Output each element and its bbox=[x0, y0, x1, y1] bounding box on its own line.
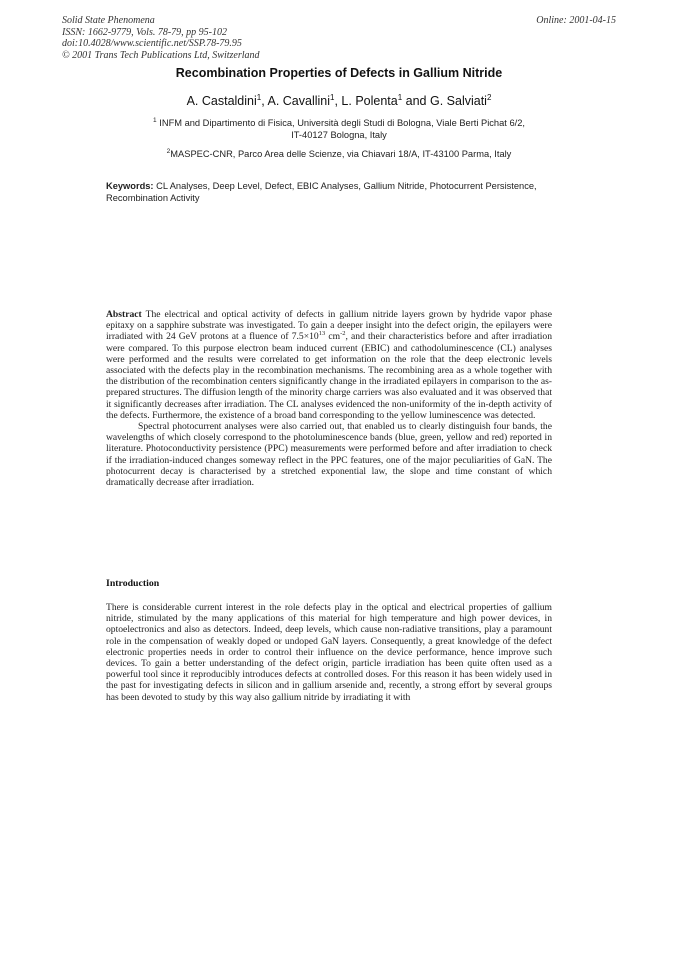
affiliation-1 bbox=[0, 117, 678, 141]
journal-copyright: © 2001 Trans Tech Publications Ltd, Switzerland bbox=[62, 49, 260, 61]
journal-issn: ISSN: 1662-9779, Vols. 78-79, pp 95-102 bbox=[62, 26, 227, 38]
keywords-text: CL Analyses, Deep Level, Defect, EBIC Analyses, Gallium Nitride, Photocurrent Persistence, Recombination Activity bbox=[106, 181, 537, 203]
author-name: L. Polenta bbox=[341, 94, 398, 108]
affiliation-mark: 2 bbox=[166, 147, 171, 155]
author-list bbox=[0, 94, 678, 108]
author-affiliation-mark: 1 bbox=[256, 92, 262, 102]
author-separator: , bbox=[334, 94, 342, 108]
section-heading: Introduction bbox=[106, 578, 160, 589]
author-affiliation-mark: 1 bbox=[397, 92, 403, 102]
abstract-label: Abstract bbox=[106, 309, 142, 320]
author-name: A. Cavallini bbox=[267, 94, 331, 108]
affiliation-line: IT-40127 Bologna, Italy bbox=[291, 130, 387, 140]
keywords bbox=[106, 180, 576, 204]
fluence-exponent: 13 bbox=[318, 330, 326, 338]
abstract-text: , and their characteristics before and after irradiation were compared. To this purpose electron beam induced current (EBIC) and cathodoluminescence (CL) analyses were performed and the results were correlated to get information on the role that the deep electronic levels associated with the defects play in the recombination mechanisms. The recombining area as a whole together with the distribution of the recombination centers significantly change in the irradiated epilayers in comparison to the as-prepared structures. The diffusion length of the minority charge carriers was also evaluated and it was observed that it significantly decreases after irradiation. The CL analyses evidenced the non-uniformity of the in-depth activity of the defects. Furthermore, the existence of a broad band corresponding to the yellow luminescence was detected. bbox=[106, 331, 552, 421]
introduction-text bbox=[106, 602, 552, 703]
introduction-paragraph: There is considerable current interest in the role defects play in the optical and electrical properties of gallium nitride, stimulated by the many applications of this material for high temperature and high power devices, in optoelectronics and also as detectors. Indeed, deep levels, which cause non-radiative transitions, play a paramount role in the compensation of weakly doped or undoped GaN layers. Consequently, a great knowledge of the defect electronic properties needs in order to control their influence on the device performance, hence improve such devices. To gain a better understanding of the defect origin, particle irradiation has been quite often used as a powerful tool since it reproducibly introduces defects at controlled doses. For this reason it has been widely used in the past for investigating defects in silicon and in gallium arsenide and, recently, a strong effort by several groups has been devoted to study by this way also gallium nitride by irradiating it with bbox=[106, 602, 552, 703]
abstract bbox=[106, 309, 552, 488]
journal-doi: doi:10.4028/www.scientific.net/SSP.78-79.95 bbox=[62, 38, 242, 49]
author-separator: and bbox=[402, 94, 430, 108]
journal-name: Solid State Phenomena bbox=[62, 15, 155, 26]
abstract-text: The electrical and optical activity of defects in gallium nitride layers grown by hydride vapor phase epitaxy on a sapphire substrate was investigated. To gain a deeper insight into the defect origin, the epilayers were irradiated with 24 GeV protons at a fluence of 7.5×10 bbox=[106, 309, 552, 343]
paper-title: Recombination Properties of Defects in Gallium Nitride bbox=[175, 66, 503, 80]
author-separator: , bbox=[261, 94, 268, 108]
author-affiliation-mark: 2 bbox=[486, 92, 492, 102]
online-date: Online: 2001-04-15 bbox=[536, 15, 616, 26]
author-name: A. Castaldini bbox=[186, 94, 257, 108]
affiliation-line: MASPEC-CNR, Parco Area delle Scienze, via Chiavari 18/A, IT-43100 Parma, Italy bbox=[170, 149, 512, 159]
journal-header bbox=[62, 15, 260, 61]
affiliation-2 bbox=[0, 148, 678, 160]
abstract-paragraph bbox=[106, 309, 552, 421]
author-affiliation-mark: 1 bbox=[330, 92, 335, 102]
abstract-text: cm bbox=[325, 331, 341, 343]
abstract-paragraph: Spectral photocurrent analyses were also carried out, that enabled us to clearly distinguish four bands, the wavelengths of which closely correspond to the photoluminescence bands (blue, green, yellow and red) reported in literature. Photoconductivity persistence (PPC) measurements were performed before and after irradiation to check if the irradiation-induced changes someway reflect in the PPC features, one of the major peculiarities of GaN. The photocurrent decay is characterised by a stretched exponential law, the slope and time constant of which dramatically decrease after irradiation. bbox=[106, 421, 552, 489]
affiliation-line: INFM and Dipartimento di Fisica, Università degli Studi di Bologna, Viale Berti Pichat 6/2, bbox=[159, 118, 525, 128]
affiliation-mark: 1 bbox=[153, 116, 157, 124]
unit-exponent: -2 bbox=[340, 330, 346, 338]
author-name: G. Salviati bbox=[429, 94, 487, 108]
keywords-label: Keywords: bbox=[106, 181, 154, 191]
